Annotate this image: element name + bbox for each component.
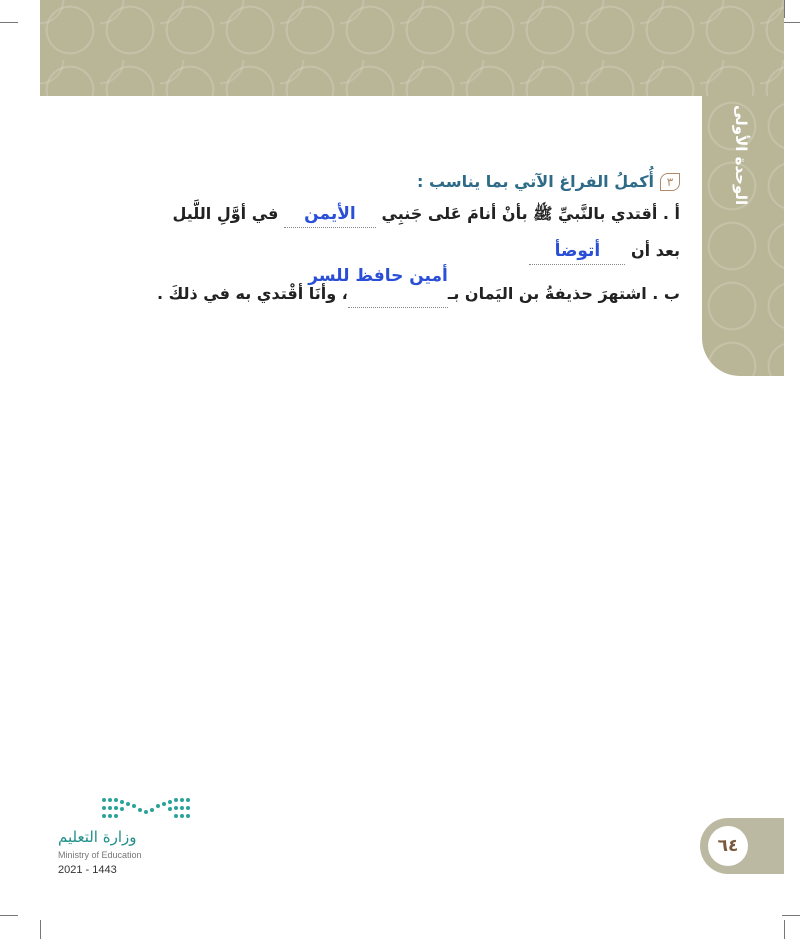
part-b-answer: أمين حافظ للسر [308,266,448,286]
question-number-badge: ٣ [660,173,680,191]
ministry-name-arabic: وزارة التعليم [58,828,137,846]
part-a-line-1 [120,201,680,228]
part-b-line [120,266,680,308]
part-b-prefix: ب . اشتهرَ حذيفةُ بن اليَمان بـ [447,284,680,303]
part-a-answer-2: أتوضأ [554,241,601,261]
edition-year: 2021 - 1443 [58,864,117,876]
question-title: أُكملُ الفراغ الآتي بما يناسب : [417,172,654,191]
crop-mark [784,920,785,939]
unit-tab-label: الوحدة الأولى [732,104,750,206]
ministry-name-english: Ministry of Education [58,850,142,860]
part-a-line-2 [120,238,680,265]
part-a-blank-1[interactable] [284,201,376,228]
exercise-content [120,172,680,308]
part-b-blank[interactable] [308,266,448,308]
part-a-answer-1: الأيمن [304,204,356,224]
ministry-logo [58,794,198,884]
crop-mark [0,915,18,916]
crop-mark [782,22,800,23]
header-pattern-band [40,0,784,96]
part-a-middle: في أوَّلِ اللَّيل [172,204,279,223]
part-a-blank-2[interactable] [529,238,625,265]
part-a-prefix: أ . أقتدي بالنَّبيِّ ﷺ بأنْ أنامَ عَلى جَنبِي [381,204,680,223]
part-b-suffix: ، وأنَا أقْتدي به في ذلكَ . [156,284,348,303]
crop-mark [0,22,18,23]
crop-mark [40,920,41,939]
crop-mark [784,0,785,18]
ministry-logo-dots-icon [100,794,192,822]
crop-mark [782,915,800,916]
question-title-row [120,172,680,191]
part-a-line2-prefix: بعد أن [631,241,680,260]
page-number: ٦٤ [708,826,748,866]
